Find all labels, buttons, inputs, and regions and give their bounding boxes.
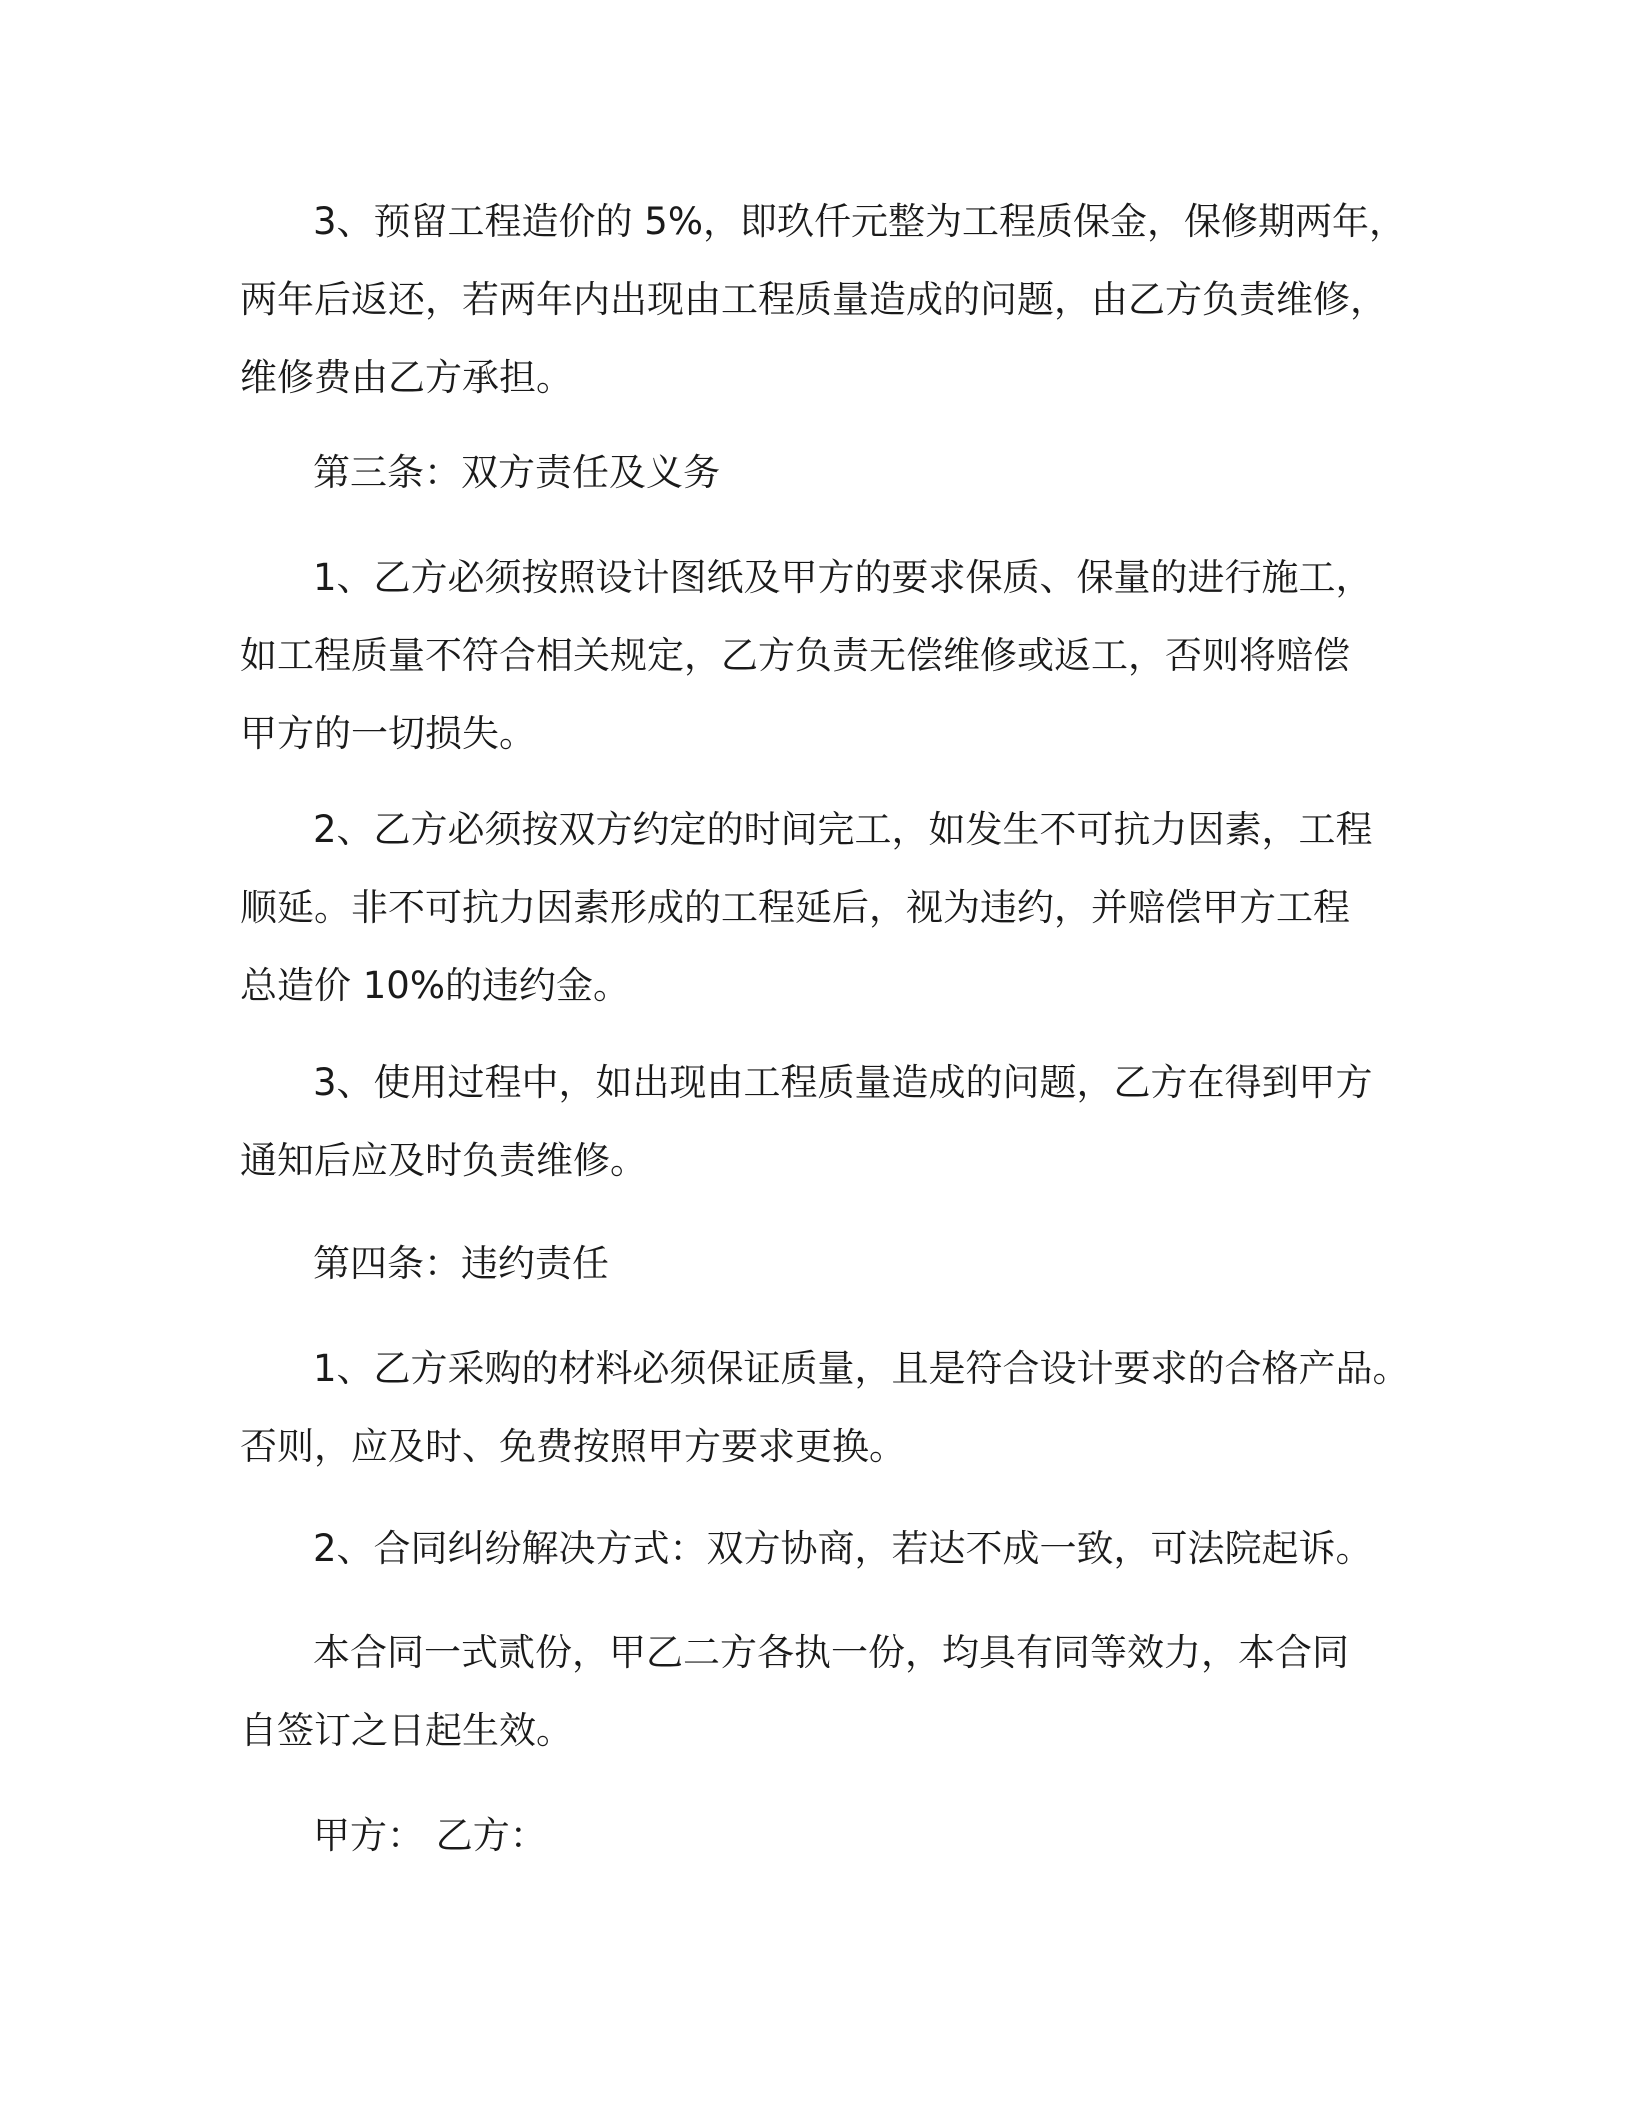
paragraph-line: 2、乙方必须按双方约定的时间完工，如发生不可抗力因素，工程 <box>313 808 1373 851</box>
paragraph-line: 甲方的一切损失。 <box>240 712 536 755</box>
signature-label: 甲方： 乙方： <box>313 1814 547 1857</box>
section-heading: 第三条：双方责任及义务 <box>313 451 720 494</box>
signature-line <box>240 1797 1440 1875</box>
closing-statement-paragraph <box>240 1614 1440 1770</box>
paragraph-line: 否则，应及时、免费按照甲方要求更换。 <box>240 1425 906 1468</box>
paragraph-line: 本合同一式贰份，甲乙二方各执一份，均具有同等效力，本合同 <box>313 1631 1349 1674</box>
paragraph-line: 1、乙方采购的材料必须保证质量，且是符合设计要求的合格产品。 <box>313 1347 1410 1390</box>
section-heading: 第四条：违约责任 <box>313 1242 609 1285</box>
paragraph-line: 总造价 10%的违约金。 <box>240 964 630 1007</box>
paragraph-line: 2、合同纠纷解决方式：双方协商，若达不成一致，可法院起诉。 <box>313 1527 1373 1570</box>
paragraph-line: 3、使用过程中，如出现由工程质量造成的问题，乙方在得到甲方 <box>313 1061 1373 1104</box>
paragraph-line: 3、预留工程造价的 5%，即玖仟元整为工程质保金，保修期两年， <box>313 200 1406 243</box>
paragraph-line: 通知后应及时负责维修。 <box>240 1139 647 1182</box>
clause4-heading <box>240 1225 1440 1303</box>
clause4-item2-paragraph <box>240 1510 1440 1588</box>
clause3-item1-paragraph <box>240 539 1440 773</box>
paragraph-line: 两年后返还，若两年内出现由工程质量造成的问题，由乙方负责维修， <box>240 278 1387 321</box>
clause3-heading <box>240 434 1440 512</box>
paragraph-line: 1、乙方必须按照设计图纸及甲方的要求保质、保量的进行施工， <box>313 556 1373 599</box>
paragraph-line: 自签订之日起生效。 <box>240 1709 573 1752</box>
paragraph-line: 维修费由乙方承担。 <box>240 356 573 399</box>
paragraph-line: 顺延。非不可抗力因素形成的工程延后，视为违约，并赔偿甲方工程 <box>240 886 1350 929</box>
clause4-item1-paragraph <box>240 1330 1440 1486</box>
clause2-item3-paragraph <box>240 183 1440 417</box>
paragraph-line: 如工程质量不符合相关规定，乙方负责无偿维修或返工，否则将赔偿 <box>240 634 1350 677</box>
clause3-item3-paragraph <box>240 1044 1440 1200</box>
clause3-item2-paragraph <box>240 791 1440 1025</box>
